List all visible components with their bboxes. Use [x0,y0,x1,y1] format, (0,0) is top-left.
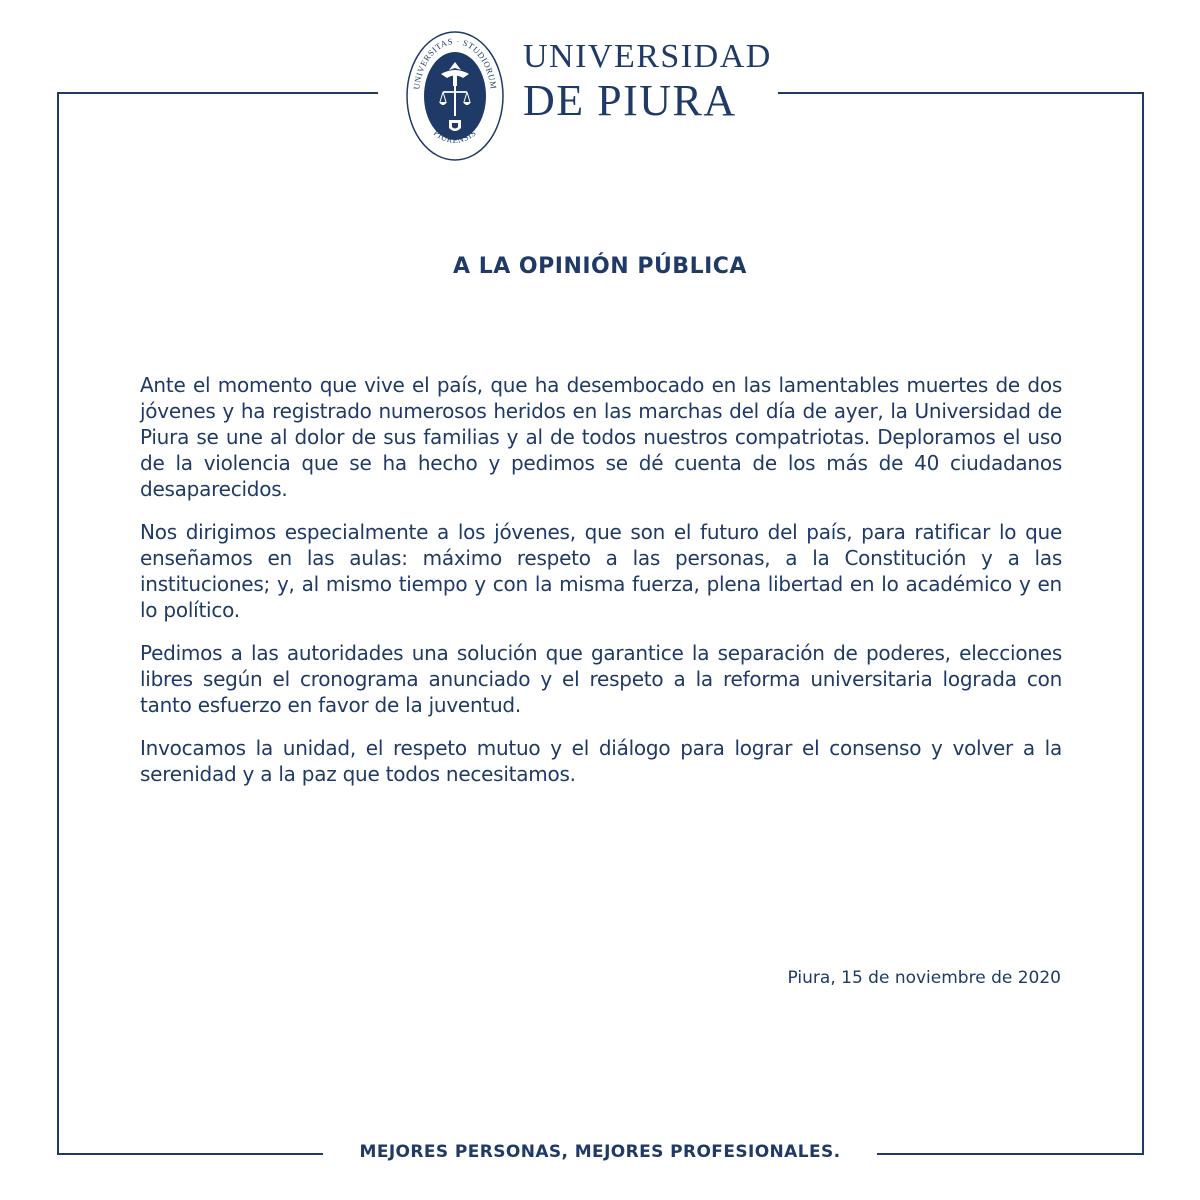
place-and-date: Piura, 15 de noviembre de 2020 [787,968,1061,988]
paragraph-3: Pedimos a las autoridades una solución que garantice la separación de poderes, elecciones libres según el cronograma anunciado y el respeto a la reforma universitaria lograda con tanto esfuerzo en favor de la juventud. [140,641,1062,717]
frame-right-line [1142,92,1144,1155]
frame-top-left-line [57,92,378,94]
paragraph-2: Nos dirigimos especialmente a los jóvenes, que son el futuro del país, para ratificar lo que enseñamos en las aulas: máximo respeto a las personas, a la Constitución y a las instituciones; y, al mismo tiempo y con la misma fuerza, plena libertad en lo académico y en lo político. [140,520,1062,622]
tagline: MEJORES PERSONAS, MEJORES PROFESIONALES. [359,1142,841,1162]
wordmark-line-2: DE PIURA [523,76,737,125]
page-title: A LA OPINIÓN PÚBLICA [453,254,747,279]
paragraph-4: Invocamos la unidad, el respeto mutuo y el diálogo para lograr el consenso y volver a la serenidad y a la paz que todos necesitamos. [140,736,1062,786]
frame-left-line [57,92,59,1155]
statement-body [140,372,1062,804]
university-logo [405,30,772,165]
wordmark-line-1: UNIVERSIDAD [523,38,772,75]
seal-text-bottom: PIURENSIS [431,127,479,146]
frame-top-right-line [778,92,1144,94]
paragraph-1: Ante el momento que vive el país, que ha desembocado en las lamentables muertes de dos jóvenes y ha registrado numerosos heridos en las marchas del día de ayer, la Universidad de Piura se une al dolor de sus familias y al de todos nuestros compatriotas. Deploramos el uso de la violencia que se ha hecho y pedimos se dé cuenta de los más de 40 ciudadanos desaparecidos. [140,373,1062,501]
university-seal-icon [405,30,505,162]
university-wordmark [523,38,772,125]
seal-text-top: UNIVERSITAS · STUDIORUM [411,35,499,91]
